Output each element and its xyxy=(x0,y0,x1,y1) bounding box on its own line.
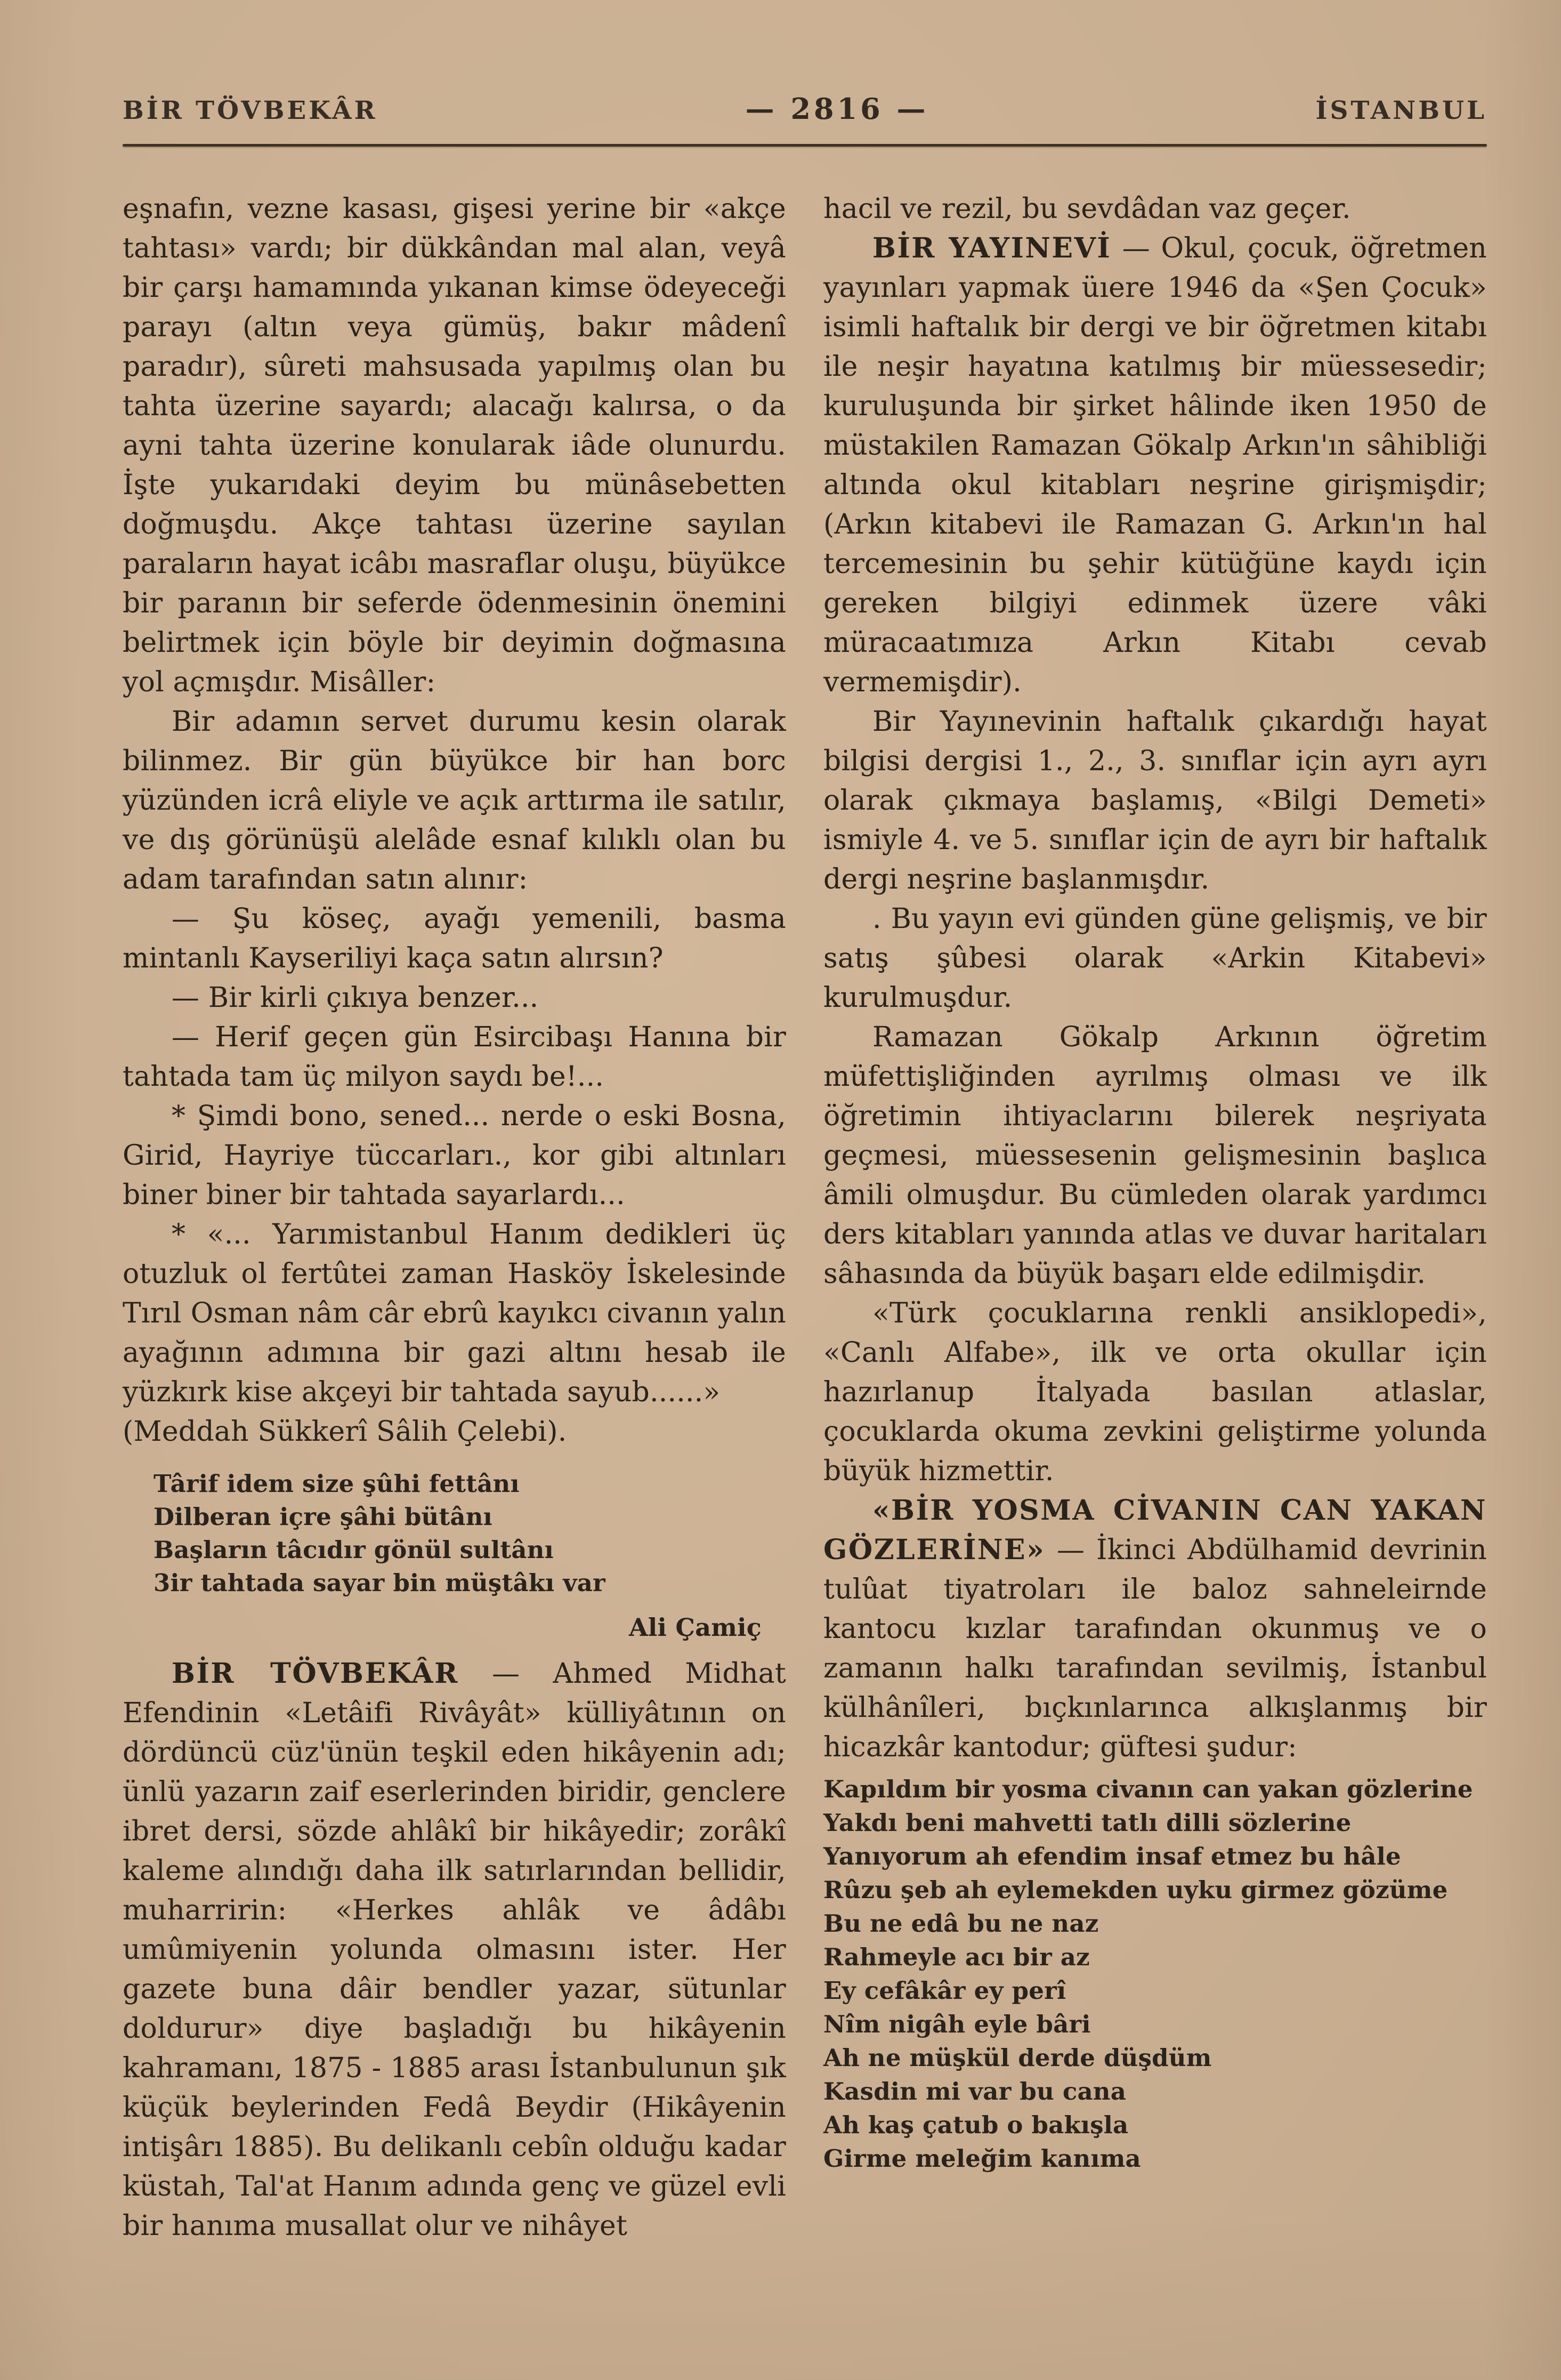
paragraph: . Bu yayın evi günden güne gelişmiş, ve bir satış şûbesi olarak «Arkin Kitabevi» kurulmuşdur. xyxy=(823,903,1487,1014)
paragraph-continuation: hacil ve rezil, bu sevdâdan vaz geçer. xyxy=(823,193,1351,225)
article-body: — İkinci Abdülhamid devrinin tulûat tiyatroları ile baloz sahneleirnde kantocu kızlar tarafından okunmuş ve o zamanın halkı tarafından sevilmiş, İstanbul külhânîleri, bıçkınlarınca alkışlanmış bir hicazkâr kantodur; güftesi şudur: xyxy=(823,1534,1487,1763)
article-lead: BİR TÖVBEKÂR xyxy=(172,1657,459,1690)
lyric-line: Bu ne edâ bu ne naz xyxy=(823,1909,1099,1938)
footnote-paragraph: * Şimdi bono, sened... nerde o eski Bosna, Girid, Hayriye tüccarları., kor gibi altınları biner biner bir tahtada sayarlardı... xyxy=(123,1100,786,1211)
verse-line: Başların tâcıdır gönül sultânı xyxy=(153,1536,554,1564)
dialogue-line: — Bir kirli çıkıya benzer... xyxy=(172,982,539,1014)
footnote-paragraph: * «... Yarımistanbul Hanım dedikleri üç otuzluk ol fertûtei zaman Hasköy İskelesinde Tırıl Osman nâm câr ebrû kayıkcı civanın yalın ayağının adımına bir gazi altını hesab ile yüzkırk kise akçeyi bir tahtada sayub......» xyxy=(123,1219,786,1408)
right-column xyxy=(823,189,1487,2246)
article-entry xyxy=(823,1491,1487,1767)
paragraph: Bir adamın servet durumu kesin olarak bilinmez. Bir gün büyükce bir han borc yüzünden icrâ eliyle ve açık arttırma ile satılır, ve dış görünüşü alelâde esnaf kılıklı olan bu adam tarafından satın alınır: xyxy=(123,706,786,895)
verse-line: 3ir tahtada sayar bin müştâkı var xyxy=(153,1569,605,1597)
lyric-line: Rûzu şeb ah eylemekden uyku girmez gözüme xyxy=(823,1876,1448,1904)
lyric-line: Girme meleğim kanıma xyxy=(823,2144,1141,2173)
article-body: — Okul, çocuk, öğretmen yayınları yapmak üıere 1946 da «Şen Çocuk» isimli haftalık bir dergi ve bir öğretmen kitabı ile neşir hayatına katılmış bir müessesedir; kuruluşunda bir şirket hâlinde iken 1950 de müstakilen Ramazan Gökalp Arkın'ın sâhibliği altında okul kitabları neşrine girişmişdir; (Arkın kitabevi ile Ramazan G. Arkın'ın hal tercemesinin bu şehir kütüğüne kaydı için gereken bilgiyi edinmek üzere vâki müracaatımıza Arkın Kitabı cevab vermemişdir). xyxy=(823,232,1487,698)
paragraph: «Türk çocuklarına renkli ansiklopedi», «Canlı Alfabe», ilk ve orta okullar için hazırlanup İtalyada basılan atlaslar, çocuklarda okuma zevkini geliştirme yolunda büyük hizmettir. xyxy=(823,1297,1487,1487)
article-entry xyxy=(123,1654,786,2246)
verse-signature: Ali Çamiç xyxy=(628,1613,762,1642)
lyric-line: Ah ne müşkül derde düşdüm xyxy=(823,2044,1212,2072)
article-lead: «BİR YOSMA CİVANIN CAN YAKAN GÖZLERİNE» xyxy=(823,1494,1487,1566)
verse-line: Târif idem size şûhi fettânı xyxy=(153,1470,520,1498)
article-lead: BİR YAYINEVİ xyxy=(872,232,1112,264)
dialogue-line: — Herif geçen gün Esircibaşı Hanına bir tahtada tam üç milyon saydı be!... xyxy=(123,1021,786,1093)
lyric-line: Nîm nigâh eyle bâri xyxy=(823,2010,1091,2038)
running-title-left: BİR TÖVBEKÂR xyxy=(123,96,378,125)
page-header xyxy=(123,92,1487,126)
lyric-line: Ey cefâkâr ey perî xyxy=(823,1976,1066,2005)
paragraph: Ramazan Gökalp Arkının öğretim müfettişliğinden ayrılmış olması ve ilk öğretimin ihtiyaclarını bilerek neşriyata geçmesi, müessesenin gelişmesinin başlıca âmili olmuşdur. Bu cümleden olarak yardımcı ders kitabları yanında atlas ve duvar haritaları sâhasında da büyük başarı elde edilmişdir. xyxy=(823,1021,1487,1290)
running-title-right: İSTANBUL xyxy=(1315,96,1487,125)
kanto-lyrics xyxy=(823,1772,1487,2175)
page-number: — 2816 — xyxy=(745,92,929,126)
text-columns xyxy=(123,189,1487,2246)
verse-block xyxy=(153,1467,786,1600)
lyric-line: Yanıyorum ah efendim insaf etmez bu hâle xyxy=(823,1842,1401,1870)
lyric-line: Rahmeyle acı bir az xyxy=(823,1943,1090,1971)
lyric-line: Yakdı beni mahvetti tatlı dilli sözlerine xyxy=(823,1809,1352,1837)
left-column xyxy=(123,189,786,2246)
lyric-line: Ah kaş çatub o bakışla xyxy=(823,2111,1129,2139)
article-entry xyxy=(823,229,1487,702)
paragraph-continuation: eşnafın, vezne kasası, gişesi yerine bir «akçe tahtası» vardı; bir dükkândan mal alan, veyâ bir çarşı hamamında yıkanan kimse ödeyeceği parayı (altın veya gümüş, bakır mâdenî paradır), sûreti mahsusada yapılmış olan bu tahta üzerine sayardı; alacağı kalırsa, o da ayni tahta üzerine konularak iâde olunurdu. İşte yukarıdaki deyim bu münâsebetten doğmuşdu. Akçe tahtası üzerine sayılan paraların hayat icâbı masraflar oluşu, büyükce bir paranın bir seferde ödenmesinin önemini belirtmek için böyle bir deyimin doğmasına yol açmışdır. Misâller: xyxy=(123,193,786,698)
attribution-line: (Meddah Sükkerî Sâlih Çelebi). xyxy=(123,1416,567,1448)
lyric-line: Kapıldım bir yosma civanın can yakan gözlerine xyxy=(823,1775,1473,1803)
paragraph: Bir Yayınevinin haftalık çıkardığı hayat bilgisi dergisi 1., 2., 3. sınıflar için ayrı ayrı olarak çıkmaya başlamış, «Bilgi Demeti» ismiyle 4. ve 5. sınıflar için de ayrı bir haftalık dergi neşrine başlanmışdır. xyxy=(823,706,1487,895)
lyric-line: Kasdin mi var bu cana xyxy=(823,2077,1127,2105)
header-rule xyxy=(123,144,1487,147)
dialogue-line: — Şu köseç, ayağı yemenili, basma mintanlı Kayseriliyi kaça satın alırsın? xyxy=(123,903,786,974)
article-body: — Ahmed Midhat Efendinin «Letâifi Rivâyât» külliyâtının on dördüncü cüz'ünün teşkil eden hikâyenin adı; ünlü yazarın zaif eserlerinden biridir, genclere ibret dersi, sözde ahlâkî bir hikâyedir; zorâkî kaleme alındığı daha ilk satırlarından bellidir, muharririn: «Herkes ahlâk ve âdâbı umûmiyenin yolunda olmasını ister. Her gazete buna dâir bendler yazar, sütunlar doldurur» diye başladığı bu hikâyenin kahramanı, 1875 - 1885 arası İstanbulunun şık küçük beylerinden Fedâ Beydir (Hikâyenin intişârı 1885). Bu delikanlı cebîn olduğu kadar küstah, Tal'at Hanım adında genç ve güzel evli bir hanıma musallat olur ve nihâyet xyxy=(123,1658,786,2242)
verse-line: Dilberan içre şâhi bütânı xyxy=(153,1503,492,1531)
